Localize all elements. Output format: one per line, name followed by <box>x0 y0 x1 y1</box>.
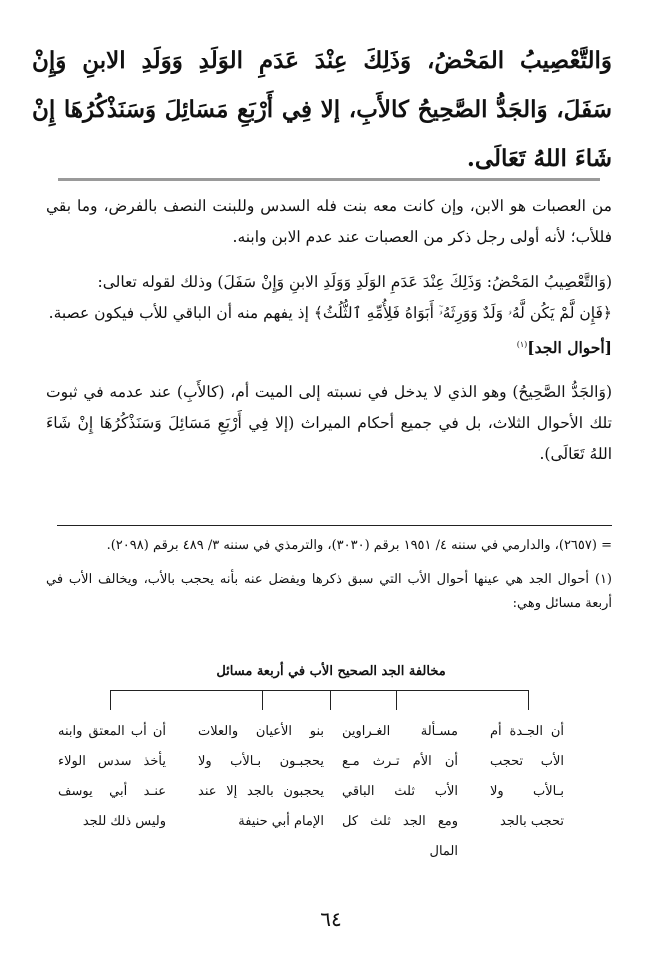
tree-connector <box>110 690 528 691</box>
box-line: يحجبـون بـالأب ولا <box>198 754 324 769</box>
diagram-box-3 <box>198 717 324 837</box>
tree-branch-4 <box>110 690 111 710</box>
footnotes <box>46 534 612 616</box>
tree-branch-2 <box>396 690 397 710</box>
section-heading-text: [أحوال الجد] <box>527 338 612 358</box>
footnote-1: (١) أحوال الجد هي عينها أحوال الأب التي سبق ذكرها ويفضل عنه بأنه يحجب بالأب، ويخالف الأب في أربعة مسائل وهي: <box>46 572 612 611</box>
diagram-box-4 <box>58 717 166 837</box>
section-heading <box>46 329 612 363</box>
matn-text: وَالتَّعْصِيبُ المَحْضُ، وَذَلِكَ عِنْدَ عَدَمِ الوَلَدِ وَوَلَدِ الابنِ وَإِنْ سَفَلَ، وَالجَدُّ الصَّحِيحُ كالأَبِ، إلا فِي أَرْبَعِ مَسَائِلَ وَسَنَذْكُرُهَا إِنْ شَاءَ اللهُ تَعَالَى. <box>32 47 612 172</box>
commentary <box>46 191 612 470</box>
box-line: وليس ذلك للجد <box>82 814 166 829</box>
box-line: تحجب بالجد <box>499 814 564 829</box>
box-line: بـالأب ولا <box>490 784 564 799</box>
box-line: المال <box>429 844 458 859</box>
box-line: الأب ثلث الباقي <box>342 784 458 799</box>
diagram-box-1 <box>490 717 564 837</box>
diagram-title: مخالفة الجد الصحيح الأب في أربعة مسائل <box>216 664 446 679</box>
box-line: الإمام أبي حنيفة <box>238 814 324 829</box>
box-line: بنو الأعيان والعلات <box>198 724 324 739</box>
page-number: ٦٤ <box>320 907 342 931</box>
paragraph-2a: (وَالتَّعْصِيبُ المَحْضُ: وَذَلِكَ عِنْدَ عَدَمِ الوَلَدِ وَوَلَدِ الابنِ وَإِنْ سَفَلَ) وذلك لقوله تعالى: <box>97 273 612 291</box>
box-line: يحجبون بالجد إلا عند <box>198 784 324 799</box>
paragraph-2b: ﴿فَإِن لَّمْ يَكُن لَّهُۥ وَلَدٌ وَوَرِثَهُۥٓ أَبَوَاهُ فَلِأُمِّهِ ٱلثُّلُثُ﴾ إذ يفهم منه أن الباقي للأب فيكون عصبة. <box>48 304 612 322</box>
box-line: أن الجـدة أم <box>490 724 564 739</box>
footnote-divider <box>57 525 612 526</box>
paragraph-3: (وَالجَدُّ الصَّحِيحُ) وهو الذي لا يدخل في نسبته إلى الميت أم، (كالأَبِ) عند عدمه في ثبوت تلك الأحوال الثلاث، بل في جميع أحكام الميراث (إلا فِي أَرْبَعِ مَسَائِلَ وَسَنَذْكُرُهَا إِنْ شَاءَ اللهُ تَعَالَى). <box>46 383 612 464</box>
tree-branch-1 <box>528 690 529 710</box>
tree-branch-3 <box>262 690 263 710</box>
box-line: الأب تحجب <box>490 754 564 769</box>
box-line: عنـد أبي يوسف <box>58 784 166 799</box>
box-line: ومع الجد ثلث كل <box>342 814 458 829</box>
box-line: يأخذ سدس الولاء <box>58 754 166 769</box>
section-divider <box>58 178 600 181</box>
tree-root-stem <box>330 690 331 710</box>
box-line: أن أب المعتق وابنه <box>58 724 166 739</box>
paragraph-1: من العصبات هو الابن، وإن كانت معه بنت فله السدس وللبنت النصف بالفرض، وما بقي فللأب؛ لأنه أولى رجل ذكر من العصبات عند عدم الابن وابنه. <box>46 197 612 246</box>
footnote-marker[interactable]: (١) <box>516 340 528 349</box>
box-line: أن الأم تـرث مـع <box>342 754 458 769</box>
box-line: مسـألة الغـراوين <box>342 724 458 739</box>
diagram-box-2 <box>342 717 458 867</box>
footnote-continuation: = (٢٦٥٧)، والدارمي في سننه ٤/ ١٩٥١ برقم (٣٠٣٠)، والترمذي في سننه ٣/ ٤٨٩ برقم (٢٠٩٨). <box>106 538 612 553</box>
